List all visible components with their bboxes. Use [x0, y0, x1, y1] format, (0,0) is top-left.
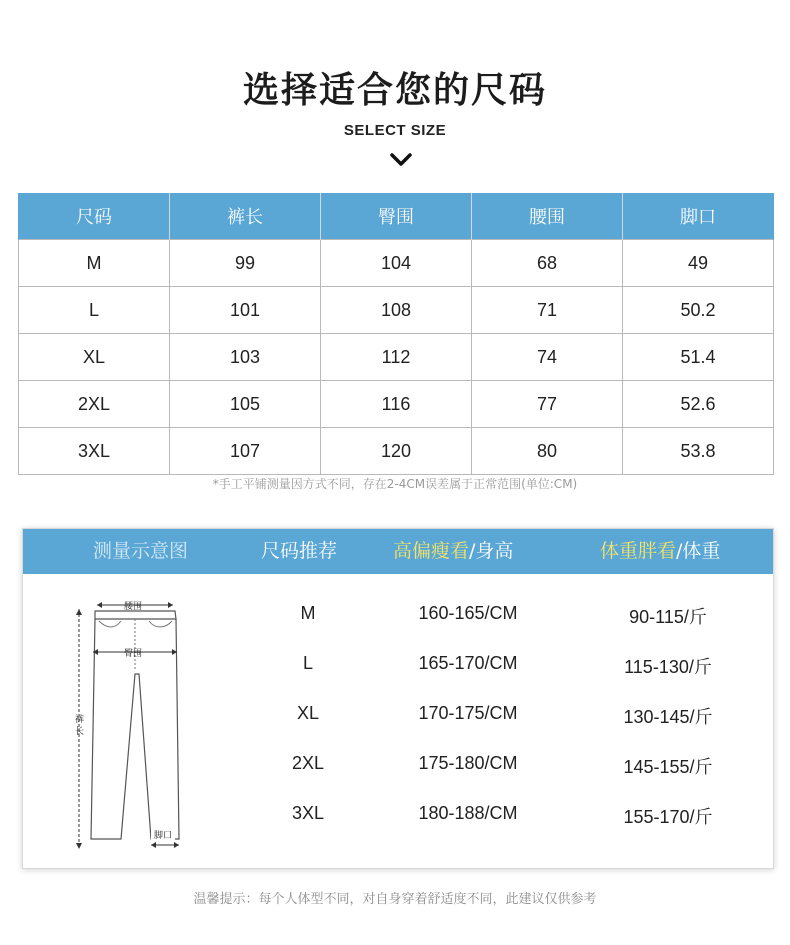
- table-cell: 112: [321, 334, 472, 381]
- table-cell: 105: [170, 381, 321, 428]
- table-cell: 77: [472, 381, 623, 428]
- table-cell: 80: [472, 428, 623, 475]
- table-cell: 68: [472, 240, 623, 287]
- table-row: [19, 240, 774, 287]
- table-cell: M: [19, 240, 170, 287]
- rec-weight: 115-130/斤: [624, 657, 712, 677]
- table-cell: 99: [170, 240, 321, 287]
- size-recommendation-panel: [22, 528, 774, 869]
- rec-height: 170-175/CM: [418, 703, 518, 723]
- column-header-size: 尺码: [19, 193, 170, 240]
- table-cell: 101: [170, 287, 321, 334]
- height-header-suffix: /身高: [469, 540, 514, 562]
- measurement-note: *手工平铺测量因方式不同，存在2-4CM误差属于正常范围(单位:CM): [212, 477, 578, 491]
- table-cell: 108: [321, 287, 472, 334]
- table-cell: 2XL: [19, 381, 170, 428]
- weight-header-prefix: 体重胖看: [600, 540, 677, 562]
- table-cell: 50.2: [623, 287, 774, 334]
- table-cell: 116: [321, 381, 472, 428]
- diagram-header: 测量示意图: [93, 540, 189, 562]
- rec-weight: 130-145/斤: [623, 707, 713, 727]
- height-header-prefix: 高偏瘦看: [393, 540, 470, 562]
- table-cell: 3XL: [19, 428, 170, 475]
- table-cell: 52.6: [623, 381, 774, 428]
- table-cell: 74: [472, 334, 623, 381]
- table-cell: 49: [623, 240, 774, 287]
- table-row: [19, 428, 774, 475]
- rec-size: 2XL: [291, 753, 325, 773]
- height-header: [393, 529, 513, 574]
- table-cell: 103: [170, 334, 321, 381]
- rec-height: 175-180/CM: [418, 753, 518, 773]
- page-subtitle: SELECT SIZE: [343, 122, 447, 139]
- table-cell: 104: [321, 240, 472, 287]
- table-row: [19, 334, 774, 381]
- hip-label: 臀围: [123, 649, 143, 659]
- rec-weight: 145-155/斤: [623, 757, 713, 777]
- rec-size: L: [302, 653, 313, 673]
- size-recommend-header: 尺码推荐: [261, 540, 338, 562]
- rec-size: M: [300, 603, 316, 623]
- table-row: [19, 287, 774, 334]
- pants-measurement-diagram: [73, 589, 213, 859]
- length-label-bottom: 长: [75, 727, 85, 737]
- table-cell: 120: [321, 428, 472, 475]
- page-title: 选择适合您的尺码: [242, 70, 547, 111]
- table-cell: 53.8: [623, 428, 774, 475]
- footer-tip: 温馨提示：每个人体型不同，对自身穿着舒适度不同，此建议仅供参考: [193, 892, 597, 907]
- size-table-header-row: [19, 193, 774, 240]
- size-table: [18, 193, 774, 475]
- waist-label: 腰围: [123, 602, 143, 612]
- column-header-hem: 脚口: [623, 193, 774, 240]
- chevron-down-icon: [389, 151, 413, 169]
- column-header-hip: 臀围: [321, 193, 472, 240]
- weight-header: [600, 529, 720, 574]
- column-header-length: 裤长: [170, 193, 321, 240]
- table-cell: 71: [472, 287, 623, 334]
- hem-label: 脚口: [153, 831, 173, 841]
- table-row: [19, 381, 774, 428]
- column-header-waist: 腰围: [472, 193, 623, 240]
- rec-height: 165-170/CM: [418, 653, 518, 673]
- table-cell: L: [19, 287, 170, 334]
- rec-size: XL: [296, 703, 320, 723]
- length-label-top: 裤: [75, 715, 85, 725]
- rec-weight: 155-170/斤: [623, 807, 713, 827]
- recommendation-header: [23, 529, 773, 574]
- rec-size: 3XL: [291, 803, 325, 823]
- table-cell: 107: [170, 428, 321, 475]
- rec-height: 180-188/CM: [418, 803, 518, 823]
- table-cell: 51.4: [623, 334, 774, 381]
- table-cell: XL: [19, 334, 170, 381]
- rec-weight: 90-115/斤: [629, 607, 707, 627]
- weight-header-suffix: /体重: [676, 540, 721, 562]
- rec-height: 160-165/CM: [418, 603, 518, 623]
